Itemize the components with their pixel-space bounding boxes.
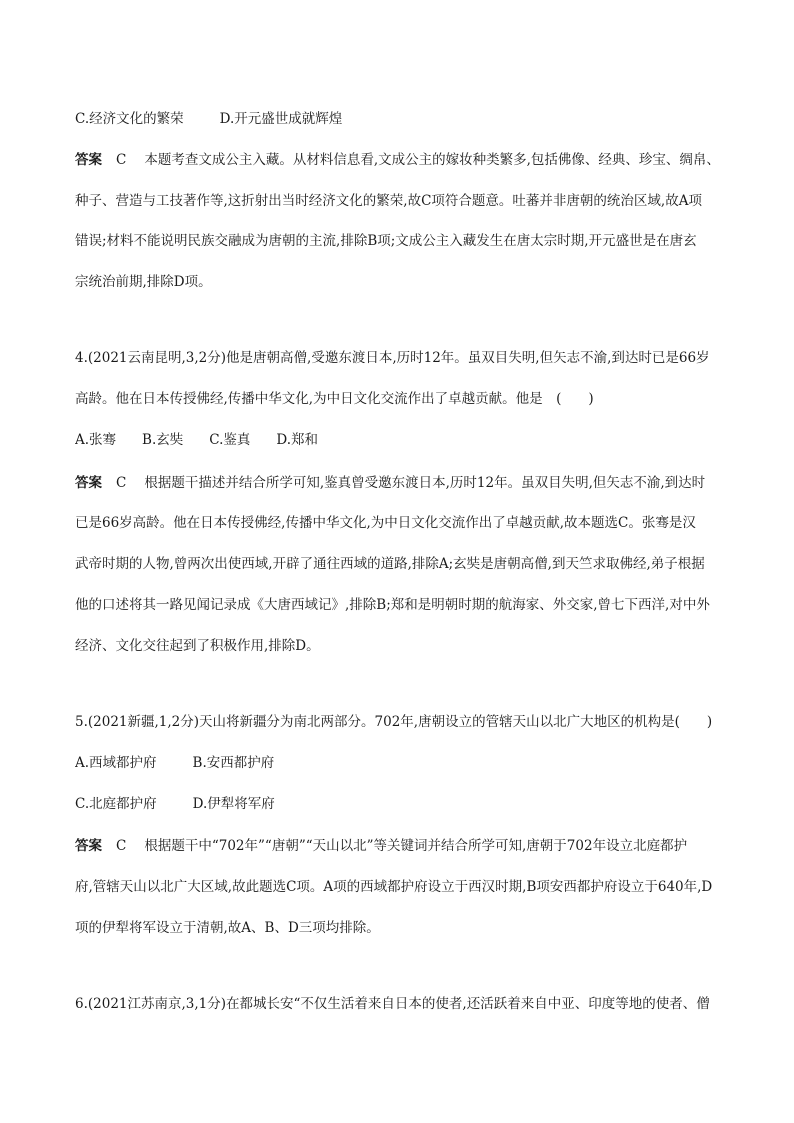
answer-letter: C <box>116 152 127 168</box>
q5-options-ab <box>75 753 735 773</box>
q4-option-d: D.郑和 <box>276 432 319 448</box>
q4-options <box>75 430 735 450</box>
q6-stem: 6.(2021江苏南京,3,1分)在都城长安“不仅生活着来自日本的使者,还活跃着来自中亚、印度等地的使者、僧 <box>75 996 710 1012</box>
q4-stem-line-2: 高龄。他在日本传授佛经,传播中华文化,为中日文化交流作出了卓越贡献。他是 ( ) <box>75 391 594 407</box>
q3-explanation-line-3: 错误;材料不能说明民族交融成为唐朝的主流,排除B项;文成公主入藏发生在唐太宗时期,开元盛世是在唐玄 <box>75 233 697 249</box>
explanation-text: 根据题干描述并结合所学可知,鉴真曾受邀东渡日本,历时12年。虽双目失明,但矢志不渝,到达时 <box>144 475 706 491</box>
answer-label: 答案 <box>75 838 102 854</box>
q5-options-cd <box>75 794 735 814</box>
q3-explanation-line-2: 种子、营造与工技著作等,这折射出当时经济文化的繁荣,故C项符合题意。吐蕃并非唐朝的统治区域,故A项 <box>75 193 702 209</box>
q3-option-c: C.经济文化的繁荣 <box>75 111 184 127</box>
q4-answer-line-1 <box>75 473 735 493</box>
q5-explanation-line-2: 府,管辖天山以北广大区域,故此题选C项。A项的西域都护府设立于西汉时期,B项安西都护府设立于640年,D <box>75 879 713 895</box>
answer-letter: C <box>116 475 127 491</box>
q4-explanation-line-5: 经济、文化交往起到了积极作用,排除D。 <box>75 638 320 654</box>
q3-answer-line-1 <box>75 150 735 170</box>
answer-label: 答案 <box>75 475 102 491</box>
explanation-text: 根据题干中“702年”“唐朝”“天山以北”等关键词并结合所学可知,唐朝于702年设立北庭都护 <box>144 838 688 854</box>
q4-explanation-line-2: 已是66岁高龄。他在日本传授佛经,传播中华文化,为中日文化交流作出了卓越贡献,故本题选C。张骞是汉 <box>75 515 696 531</box>
q5-option-c: C.北庭都护府 <box>75 796 157 812</box>
q4-option-c: C.鉴真 <box>209 432 251 448</box>
q5-stem: 5.(2021新疆,1,2分)天山将新疆分为南北两部分。702年,唐朝设立的管辖天山以北广大地区的机构是( ) <box>75 714 713 730</box>
q4-explanation-line-3: 武帝时期的人物,曾两次出使西域,开辟了通往西域的道路,排除A;玄奘是唐朝高僧,到天竺求取佛经,弟子根据 <box>75 556 705 572</box>
q4-option-b: B.玄奘 <box>142 432 184 448</box>
q3-option-d: D.开元盛世成就辉煌 <box>219 111 343 127</box>
q5-option-a: A.西域都护府 <box>75 755 157 771</box>
q4-explanation-line-4: 他的口述将其一路见闻记录成《大唐西域记》,排除B;郑和是明朝时期的航海家、外交家,曾七下西洋,对中外 <box>75 597 710 613</box>
q5-option-d: D.伊犁将军府 <box>192 796 275 812</box>
q3-explanation-line-4: 宗统治前期,排除D项。 <box>75 274 212 290</box>
answer-letter: C <box>116 838 127 854</box>
answer-label: 答案 <box>75 152 102 168</box>
q5-option-b: B.安西都护府 <box>192 755 275 771</box>
q3-options-cd <box>75 109 735 129</box>
q4-option-a: A.张骞 <box>75 432 117 448</box>
q4-stem-line-1: 4.(2021云南昆明,3,2分)他是唐朝高僧,受邀东渡日本,历时12年。虽双目失明,但矢志不渝,到达时已是66岁 <box>75 350 710 366</box>
q5-explanation-line-3: 项的伊犁将军设立于清朝,故A、B、D三项均排除。 <box>75 920 380 936</box>
explanation-text: 本题考查文成公主入藏。从材料信息看,文成公主的嫁妆种类繁多,包括佛像、经典、珍宝、绸帛、 <box>144 152 720 168</box>
q5-answer-line-1 <box>75 836 735 856</box>
